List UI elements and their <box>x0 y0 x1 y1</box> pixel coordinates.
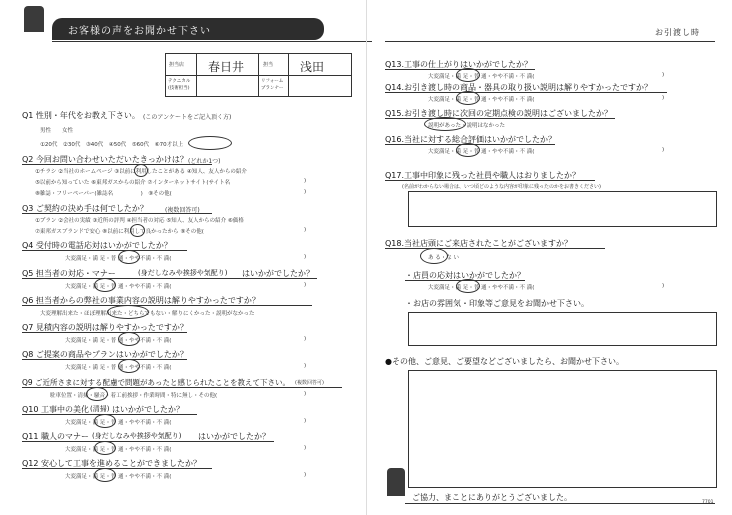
q7-close: ) <box>304 336 307 342</box>
q8-scale: 大変満足・満 足・普 通・やや不満・不 満( <box>65 365 172 371</box>
q6-answer-circle <box>107 305 149 319</box>
q1-answer-circle <box>188 136 232 150</box>
q8-answer-circle <box>118 359 140 373</box>
q17-underline <box>385 180 595 181</box>
q3-label: Q3 ご契約の決め手は何でしたか？ <box>22 204 148 213</box>
q4-label: Q4 受付時の電話応対はいかがでしたか？ <box>22 241 172 250</box>
staff-response-close: ) <box>662 283 665 289</box>
q2-line1: ①チラシ ②当社のホームページ ③以前に利用したことがある ④知人、友人からの紹介 <box>35 169 247 175</box>
thanks-underline <box>405 503 715 504</box>
q3-line1: ①プラン ②会社の実績 ③近所の評判 ④担当者の対応 ⑤知人、友人からの紹介 ⑥価格 <box>35 218 244 224</box>
q11-label: Q11 職人のマナー <box>22 432 90 441</box>
planner-label: リフォーム <box>261 79 284 84</box>
q13-answer-circle <box>456 68 480 82</box>
q16-close: ) <box>662 147 665 153</box>
q5-underline <box>22 278 317 279</box>
q5-note: (身だしなみや挨拶や気配り) <box>138 269 228 277</box>
q5-tail: はいかがでしたか？ <box>242 269 314 278</box>
store-label: 担当店 <box>169 62 185 68</box>
right-header-line <box>385 41 715 42</box>
q13-close: ) <box>662 72 665 78</box>
q15-label: Q15.お引き渡し時に次回の定期点検の説明はございましたか？ <box>385 109 613 118</box>
q11-answer-circle <box>94 441 116 455</box>
q15-underline <box>385 118 615 119</box>
q5-close: ) <box>304 282 307 288</box>
other-comments-label: ●その他、ご意見、ご要望などございましたら、お聞かせ下さい。 <box>385 357 624 366</box>
staff-label: 担当 <box>263 62 274 68</box>
q9-close: ) <box>304 391 307 397</box>
q3-answer-circle <box>130 224 145 237</box>
q14-label: Q14.お引き渡し時の商品・器具の取り扱い説明は解りやすかったですか？ <box>385 83 653 92</box>
q16-scale: 大変満足・満 足・普 通・やや不満・不 満( <box>428 149 535 155</box>
q1-label: Q1 性別・年代をお教え下さい。 <box>22 111 140 120</box>
staff-response-answer-circle <box>456 279 480 293</box>
q8-label: Q8 ご提案の商品やプランはいかがでしたか？ <box>22 350 188 359</box>
q12-close: ) <box>304 472 307 478</box>
q3-note: (複数回答可) <box>165 207 200 214</box>
form-code: 7701 <box>702 500 714 505</box>
q13-scale: 大変満足・満 足・普 通・やや不満・不 満( <box>428 74 535 80</box>
staff-value: 浅田 <box>300 60 325 74</box>
q5-scale: 大変満足・満 足・普 通・やや不満・不 満( <box>65 284 172 290</box>
q17-label: Q17.工事中印象に残った社員や職人はおりましたか？ <box>385 171 581 180</box>
q4-close: ) <box>304 254 307 260</box>
page-fold <box>366 0 367 515</box>
q18-answer-circle <box>420 248 448 264</box>
staff-response-scale: 大変満足・満 足・普 通・やや不満・不 満( <box>428 285 535 291</box>
q11-underline <box>22 441 274 442</box>
q2-label: Q2 今回お問い合わせいただいたきっかけは？ <box>22 155 188 164</box>
q1-note: (このアンケートをご記入頂く方) <box>143 114 232 121</box>
q10-scale: 大変満足・満 足・普 通・やや不満・不 満( <box>65 420 172 426</box>
q7-answer-circle <box>118 332 140 346</box>
q2-close-2: ) <box>304 189 307 195</box>
q7-scale: 大変満足・満 足・普 通・やや不満・不 満( <box>65 338 172 344</box>
q2-note: (どれか1つ) <box>188 158 221 165</box>
q4-answer-circle <box>118 250 140 264</box>
q2-underline <box>22 164 212 165</box>
q14-answer-circle <box>456 91 480 105</box>
q2-line3: ⑧雑誌・フリーペーパー(雑誌名 ) ⑨その他( <box>35 191 172 197</box>
other-comments-box[interactable] <box>408 370 717 488</box>
q12-label: Q12 安心して工事を進めることができましたか？ <box>22 459 202 468</box>
q16-answer-circle <box>456 143 480 157</box>
q6-underline <box>22 305 312 306</box>
store-value: 春日井 <box>208 60 245 74</box>
q1-gender: 男性 女性 <box>40 128 74 134</box>
page-title: お客様の声をお聞かせ下さい <box>68 26 211 37</box>
deer-footer-icon <box>387 468 405 496</box>
store-atmosphere-label: ・お店の雰囲気・印象等ご意見をお聞かせ下さい。 <box>405 299 589 308</box>
q13-label: Q13.工事の仕上がりはいかがでしたか？ <box>385 60 533 69</box>
q18-label: Q18.当社店頭にご来店されたことがございますか？ <box>385 239 573 248</box>
q14-underline <box>385 92 667 93</box>
right-title: お引渡し時 <box>655 28 700 37</box>
q14-close: ) <box>662 95 665 101</box>
q18-underline <box>385 248 605 249</box>
q12-scale: 大変満足・満 足・普 通・やや不満・不 満( <box>65 474 172 480</box>
q12-underline <box>22 468 212 469</box>
q10-label: Q10 工事中の美化 <box>22 405 90 414</box>
q10-tail: はいかがでしたか？ <box>112 405 184 414</box>
q10-close: ) <box>304 418 307 424</box>
q18-scale: あ る・な い <box>428 255 459 261</box>
staff-table <box>165 53 352 97</box>
q12-answer-circle <box>94 468 116 482</box>
q11-tail: はいかがでしたか？ <box>198 432 270 441</box>
q8-underline <box>22 359 187 360</box>
q2-line2: ⑤以前から知っていた ⑥東邦ガスからの紹介 ⑦インターネットサイト(サイト名 <box>35 180 231 186</box>
q4-underline <box>22 250 187 251</box>
q11-note: (身だしなみや挨拶や気配り) <box>92 432 182 440</box>
q5-label: Q5 担当者の対応・マナー <box>22 269 116 278</box>
q1-ages: ①20代 ②30代 ③40代 ④50代 ⑤60代 ⑥70才以上 <box>40 142 184 148</box>
q3-underline <box>22 213 212 214</box>
planner-label-2: プランナー <box>261 86 284 91</box>
q15-answer-circle <box>424 117 466 131</box>
staff-response-label: ・店員の応対はいかがでしたか？ <box>405 271 525 280</box>
q15-scale: 説明があった・説明はなかった <box>428 123 505 129</box>
q3-close: ) <box>304 227 307 233</box>
q11-close: ) <box>304 445 307 451</box>
q6-scale: 大変理解出来た・ほぼ理解出来た・どちらでもない・解りにくかった・説明がなかった <box>40 311 255 317</box>
q10-answer-circle <box>94 414 116 428</box>
q3-line2: ⑦東邦ガスブランドで安心 ⑧以前に利用して良かったから ⑨その他( <box>35 229 204 235</box>
q9-scale: 駐車位置・清掃・騒音・着工前挨拶・作業時間・特に無し・その他( <box>50 393 218 399</box>
q17-answer-box[interactable] <box>408 191 717 227</box>
q16-label: Q16.当社に対する総合評価はいかがでしたか？ <box>385 135 557 144</box>
header-line <box>52 41 372 42</box>
q2-answer-circle <box>134 164 148 177</box>
q9-answer-circle <box>86 387 108 401</box>
q9-underline <box>22 387 342 388</box>
q6-label: Q6 担当者からの弊社の事業内容の説明は解りやすかったですか？ <box>22 296 260 305</box>
q9-label: Q9 ご近所さまに対する配慮で問題があったと感じられたことを教えて下さい。 <box>22 378 290 387</box>
q7-underline <box>22 332 187 333</box>
q4-scale: 大変満足・満 足・普 通・やや不満・不 満( <box>65 256 172 262</box>
q5-answer-circle <box>94 278 116 292</box>
q8-close: ) <box>304 363 307 369</box>
store-atmosphere-box[interactable] <box>408 312 717 346</box>
tech-label: テクニカル <box>168 79 191 84</box>
q17-note: (名前がわからない場合は、いつ頃どのような内容が印象に残ったのかをお書きください) <box>402 184 601 190</box>
thanks-message: ご協力、まことにありがとうございました。 <box>412 493 572 502</box>
q2-close-1: ) <box>304 178 307 184</box>
q7-label: Q7 見積内容の説明は解りやすかったですか？ <box>22 323 188 332</box>
q11-scale: 大変満足・満 足・普 通・やや不満・不 満( <box>65 447 172 453</box>
q14-scale: 大変満足・満 足・普 通・やや不満・不 満( <box>428 97 535 103</box>
q10-note: (清掃) <box>90 405 110 413</box>
q9-note: (複数回答可) <box>295 380 324 386</box>
deer-logo-icon <box>24 6 44 32</box>
tech-label-2: (技術担当) <box>168 86 190 91</box>
